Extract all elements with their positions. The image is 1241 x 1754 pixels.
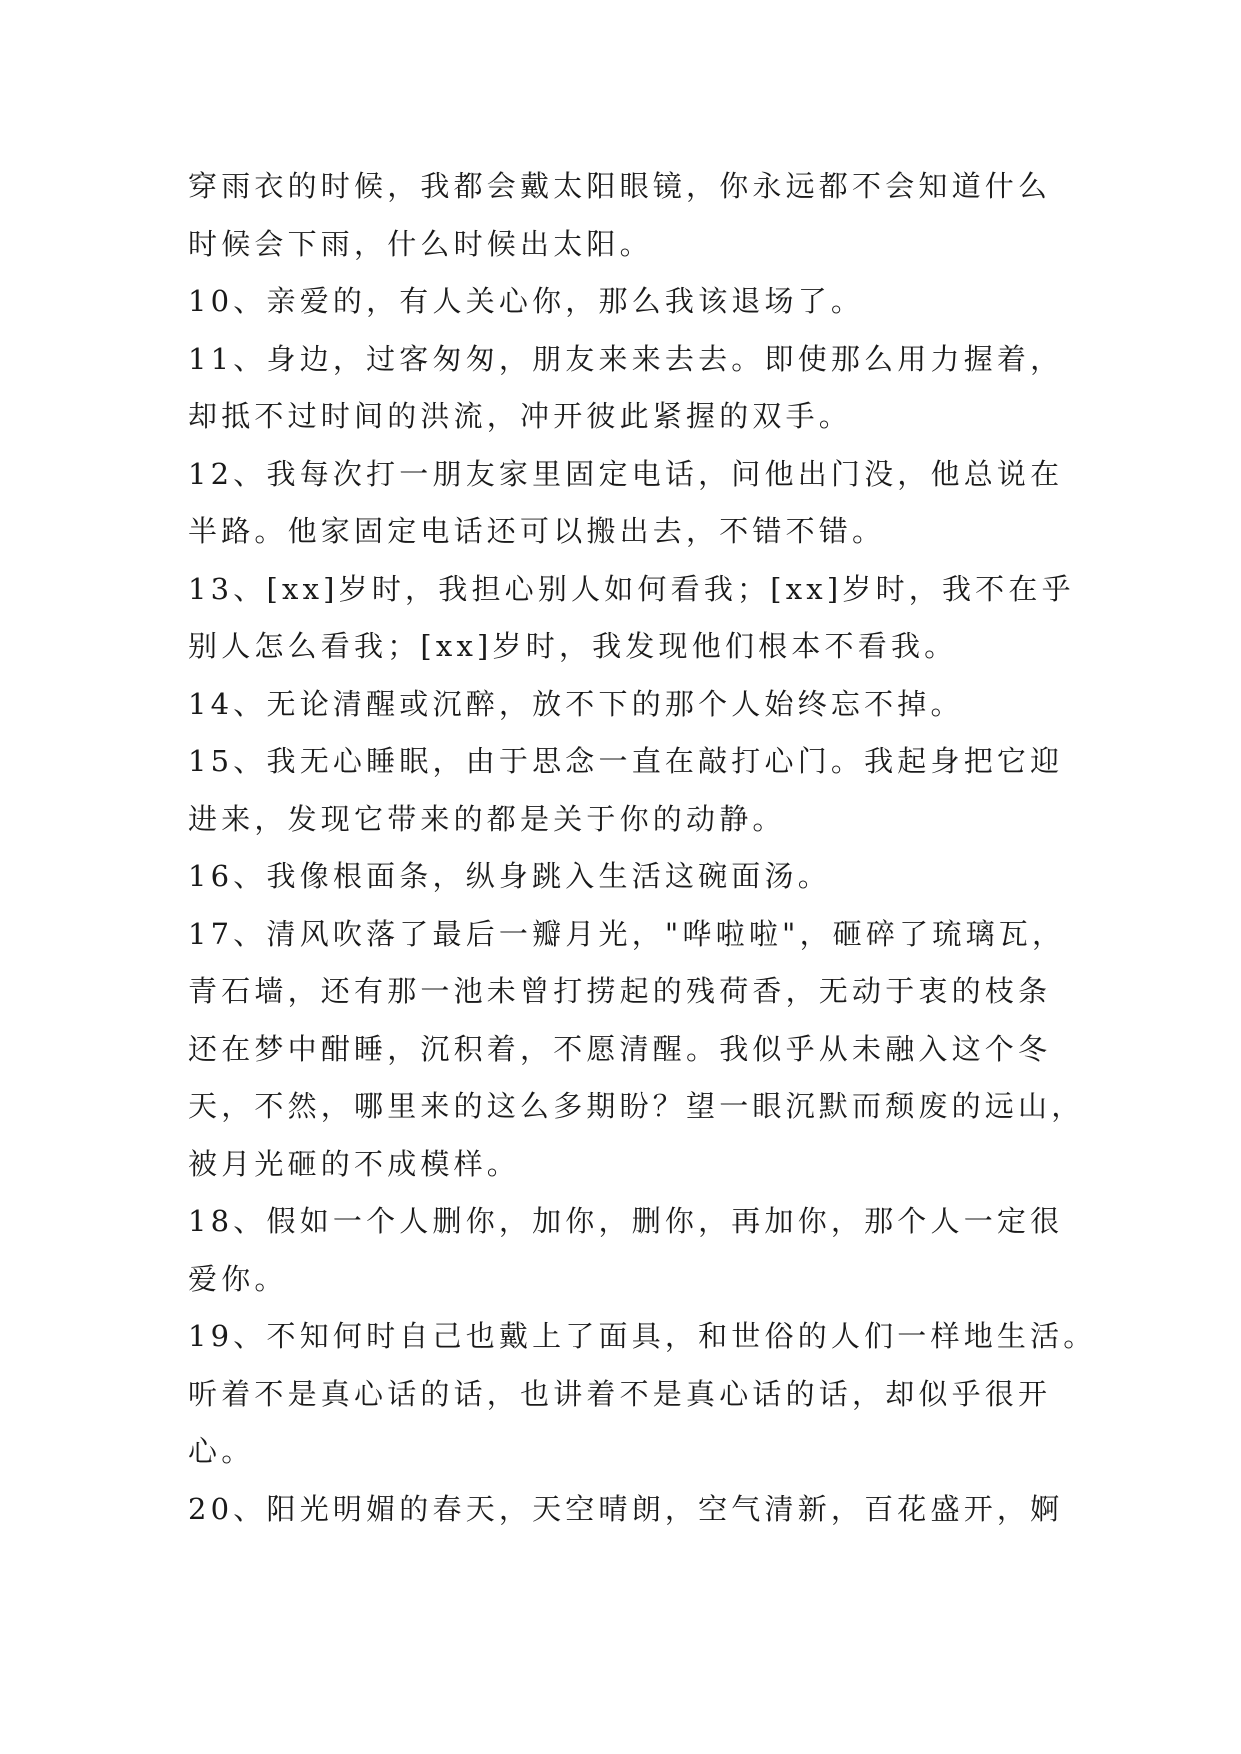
text-line: 半路。他家固定电话还可以搬出去，不错不错。 [188,514,886,548]
text-line: 还在梦中酣睡，沉积着，不愿清醒。我似乎从未融入这个冬 [188,1031,1052,1066]
text-line: 20、阳光明媚的春天，天空晴朗，空气清新，百花盛开，婀 [188,1491,1064,1526]
text-line: 心。 [188,1434,255,1468]
text-line: 18、假如一个人删你，加你，删你，再加你，那个人一定很 [188,1204,1064,1238]
text-line: 12、我每次打一朋友家里固定电话，问他出门没，他总说在 [188,456,1064,491]
text-line: 13、[xx]岁时，我担心别人如何看我；[xx]岁时，我不在乎 [188,571,1075,606]
document-body [188,158,1097,1538]
text-line: 进来，发现它带来的都是关于你的动静。 [188,801,786,836]
text-line: 爱你。 [188,1261,288,1296]
text-line: 被月光砸的不成模样。 [188,1146,521,1181]
text-line: 15、我无心睡眠，由于思念一直在敲打心门。我起身把它迎 [188,744,1064,778]
text-line: 时候会下雨，什么时候出太阳。 [188,226,653,261]
text-line: 19、不知何时自己也戴上了面具，和世俗的人们一样地生活。 [188,1319,1097,1353]
text-line: 16、我像根面条，纵身跳入生活这碗面汤。 [188,859,831,893]
text-line: 10、亲爱的，有人关心你，那么我该退场了。 [188,284,865,318]
text-line: 天，不然，哪里来的这么多期盼？望一眼沉默而颓废的远山， [188,1089,1085,1123]
text-line: 11、身边，过客匆匆，朋友来来去去。即使那么用力握着， [188,341,1064,376]
text-line: 青石墙，还有那一池未曾打捞起的残荷香，无动于衷的枝条 [188,974,1052,1008]
text-line: 14、无论清醒或沉醉，放不下的那个人始终忘不掉。 [188,686,964,721]
text-line: 听着不是真心话的话，也讲着不是真心话的话，却似乎很开 [188,1376,1052,1411]
text-line: 17、清风吹落了最后一瓣月光，"哗啦啦"，砸碎了琉璃瓦， [188,916,1066,951]
text-line: 别人怎么看我；[xx]岁时，我发现他们根本不看我。 [188,629,958,663]
text-line: 穿雨衣的时候，我都会戴太阳眼镜，你永远都不会知道什么 [188,169,1052,203]
text-line: 却抵不过时间的洪流，冲开彼此紧握的双手。 [188,399,853,433]
